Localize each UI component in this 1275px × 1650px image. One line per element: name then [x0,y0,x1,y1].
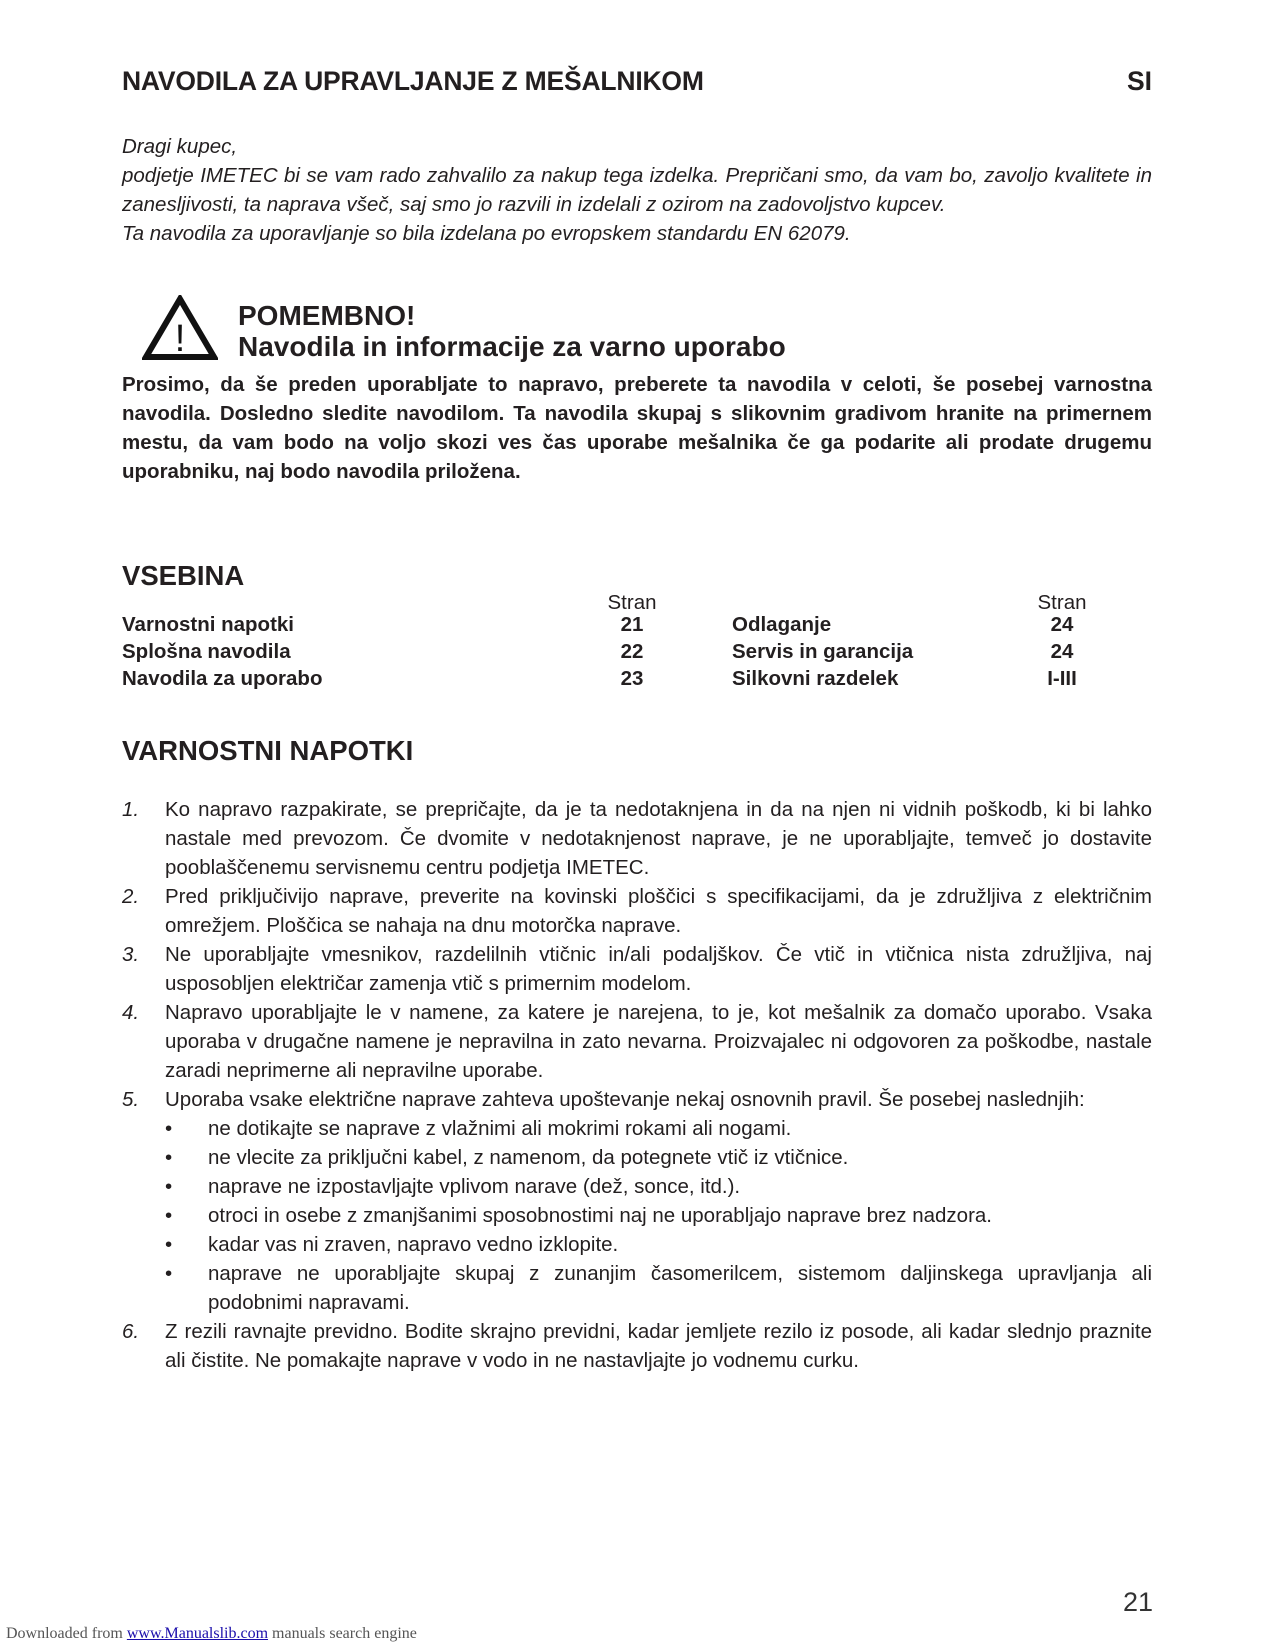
toc-page-header-left: Stran [607,591,657,614]
footer-suffix: manuals search engine [268,1625,417,1642]
toc-entry-label: Navodila za uporabo [122,667,323,690]
bullet-icon: • [165,1204,173,1227]
page-number: 21 [1122,1587,1153,1617]
toc-row [732,613,1152,640]
footer-prefix: Downloaded from [6,1625,127,1642]
safety-heading: VARNOSTNI NAPOTKI [122,735,414,766]
toc-row [732,667,1152,694]
list-item [122,940,1152,998]
item-text: Pred priključivijo naprave, preverite na kovinski ploščici s specifikacijami, da je združljiva z električnim omrežjem. Ploščica se nahaja na dnu motorčka naprave. [165,885,1152,937]
item-number: 5. [122,1088,140,1111]
toc-entry-label: Silkovni razdelek [732,667,899,690]
intro-thanks: podjetje IMETEC bi se vam rado zahvalilo za nakup tega izdelka. Prepričani smo, da vam bo, zavoljo kvalitete in zanesljivosti, ta naprava všeč, saj smo jo razvili in izdelali z ozirom na zadovoljstvo kupcev. [122,164,1152,216]
download-footer [6,1625,417,1643]
toc-entry-page: 24 [1050,640,1074,663]
list-item [122,1085,1152,1317]
item-number: 4. [122,1001,140,1024]
toc-entry-label: Splošna navodila [122,640,291,663]
item-text: Ne uporabljajte vmesnikov, razdelilnih vtičnic in/ali podaljškov. Če vtič in vtičnica nista združljiva, naj usposobljen električar zamenja vtič s primernim modelom. [165,943,1152,995]
sub-list-item [165,1259,1152,1317]
sub-list-item [165,1143,1152,1172]
toc-entry-page: 22 [620,640,644,663]
sub-item-text: naprave ne izpostavljajte vplivom narave (dež, sonce, itd.). [208,1175,741,1198]
item-number: 2. [122,885,140,908]
sub-item-text: ne vlecite za priključni kabel, z namenom, da potegnete vtič iz vtičnice. [208,1146,849,1169]
list-item [122,795,1152,882]
table-of-contents [122,591,1152,696]
toc-row [122,613,672,640]
warning-title [238,300,786,362]
intro-section [122,132,1152,248]
safety-list [122,795,1152,1375]
item-text: Uporaba vsake električne naprave zahteva upoštevanje nekaj osnovnih pravil. Še posebej naslednjih: [165,1088,1085,1111]
toc-row [732,640,1152,667]
manualslib-link[interactable]: www.Manualslib.com [126,1625,269,1642]
toc-row [122,640,672,667]
list-item [122,1317,1152,1375]
sub-item-text: ne dotikajte se naprave z vlažnimi ali mokrimi rokami ali nogami. [208,1117,792,1140]
bullet-icon: • [165,1146,173,1169]
document-title: NAVODILA ZA UPRAVLJANJE Z MEŠALNIKOM [122,66,704,96]
bullet-icon: • [165,1262,173,1285]
toc-entry-page: 23 [620,667,644,690]
sub-item-text: kadar vas ni zraven, napravo vedno izklopite. [208,1233,619,1256]
bullet-icon: • [165,1233,173,1256]
page-header [122,66,1152,100]
item-text: Z rezili ravnajte previdno. Bodite skrajno previdni, kadar jemljete rezilo iz posode, ali kadar slednjo praznite ali čistite. Ne pomakajte naprave v vodo in ne nastavljajte jo vodnemu curku. [165,1320,1152,1372]
warning-body: Prosimo, da še preden uporabljate to napravo, preberete ta navodila v celoti, še posebej varnostna navodila. Dosledno sledite navodilom. Ta navodila skupaj s slikovnim gradivom hranite na primernem mestu, da vam bodo na voljo skozi ves čas uporabe mešalnika če ga podarite ali prodate drugemu uporabniku, naj bodo navodila priložena. [122,373,1152,483]
toc-entry-page: I-III [1047,667,1077,690]
bullet-icon: • [165,1117,173,1140]
sub-item-text: otroci in osebe z zmanjšanimi sposobnostimi naj ne uporabljajo naprave brez nadzora. [208,1204,992,1227]
toc-entry-label: Servis in garancija [732,640,914,663]
sub-list-item [165,1230,1152,1259]
sub-list-item [165,1172,1152,1201]
item-number: 3. [122,943,140,966]
toc-entry-label: Varnostni napotki [122,613,294,636]
toc-entry-page: 24 [1050,613,1074,636]
warning-triangle-icon [142,295,218,361]
list-item [122,998,1152,1085]
item-number: 1. [122,798,140,821]
toc-row [122,667,672,694]
item-text: Ko napravo razpakirate, se prepričajte, da je ta nedotaknjena in da na njen ni vidnih poškodb, ki bi lahko nastale med prevozom. Če dvomite v nedotaknjenost naprave, je ne uporabljajte, temveč jo dostavite pooblaščenemu servisnemu centru podjetja IMETEC. [165,798,1152,879]
sub-list-item [165,1201,1152,1230]
item-number: 6. [122,1320,140,1343]
toc-entry-page: 21 [620,613,644,636]
intro-greeting: Dragi kupec, [122,135,238,158]
sub-list [165,1114,1152,1317]
toc-page-header-right: Stran [1037,591,1087,614]
sub-list-item [165,1114,1152,1143]
list-item [122,882,1152,940]
sub-item-text: naprave ne uporabljajte skupaj z zunanjim časomerilcem, sistemom daljinskega upravljanja ali podobnimi napravami. [208,1262,1152,1314]
warning-exclamation: ! [174,318,186,360]
intro-standard: Ta navodila za uporavljanje so bila izdelana po evropskem standardu EN 62079. [122,222,851,245]
bullet-icon: • [165,1175,173,1198]
warning-title-line1: POMEMBNO! [238,300,416,331]
contents-heading: VSEBINA [122,560,245,591]
warning-title-line2: Navodila in informacije za varno uporabo [238,331,786,362]
toc-entry-label: Odlaganje [732,613,832,636]
item-text: Napravo uporabljajte le v namene, za katere je narejena, to je, kot mešalnik za domačo uporabo. Vsaka uporaba v drugačne namene je nepravilna in zato nevarna. Proizvajalec ni odgovoren za poškodbe, nastale zaradi neprimerne ali nepravilne uporabe. [165,1001,1152,1082]
language-code: SI [1126,66,1152,96]
